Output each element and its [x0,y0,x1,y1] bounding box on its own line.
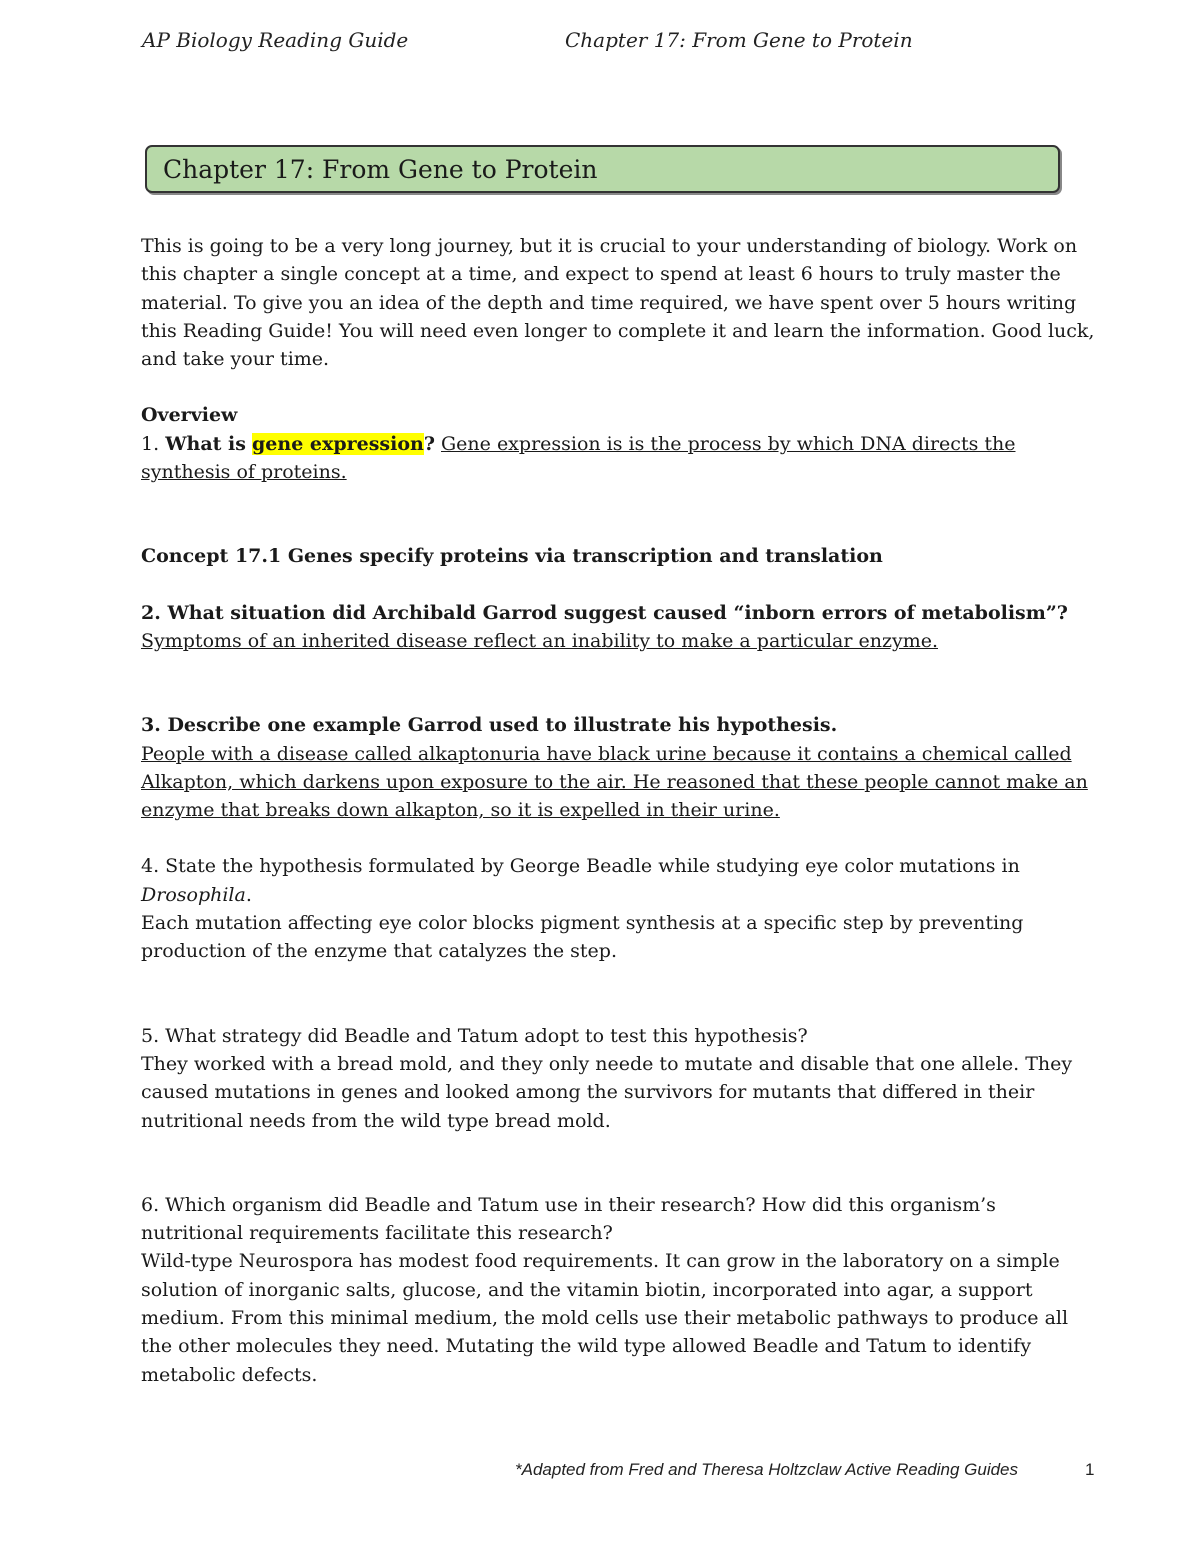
answer-6: Wild-type Neurospora has modest food requirements. It can grow in the laboratory on a simple solution of inorganic salts, glucose, and the vitamin biotin, incorporated into agar, a support medium. From this minimal medium, the mold cells use their metabolic pathways to produce all the other molecules they need. Mutating the wild type allowed Beadle and Tatum to identify metabolic defects. [141,1250,1069,1386]
q1-suffix: ? [423,432,435,455]
question-4 [141,852,1096,909]
footer-credit: *Adapted from Fred and Theresa Holtzclaw Active Reading Guides [515,1460,1019,1479]
q4-suffix: . [245,883,252,906]
question-6 [141,1191,1096,1248]
header-right: Chapter 17: From Gene to Protein [565,28,913,52]
concept-heading: Concept 17.1 Genes specify proteins via transcription and translation [141,545,883,568]
document-body [141,232,1096,1389]
q1-prefix: What is [165,432,246,455]
q1-answer: Gene expression is is the process by which DNA directs the synthesis of proteins. [141,432,1016,484]
q6-part-b: How did this organism’s nutritional requirements facilitate this research? [141,1193,996,1245]
answer-4: Each mutation affecting eye color blocks pigment synthesis at a specific step by preventing production of the enzyme that catalyzes the step. [141,912,1024,963]
q4-text: 4. State the hypothesis formulated by George Beadle while studying eye color mutations in [141,855,1020,878]
q6-part-a: 6. Which organism did Beadle and Tatum use in their research? [141,1193,756,1216]
answer-3: People with a disease called alkaptonuria have black urine because it contains a chemical called Alkapton, which darkens upon exposure to the air. He reasoned that these people cannot make an enzyme that breaks down alkapton, so it is expelled in their urine. [141,742,1088,822]
overview-heading: Overview [141,404,238,427]
banner-title: Chapter 17: From Gene to Protein [163,154,598,184]
chapter-banner [145,145,1060,193]
question-3: 3. Describe one example Garrod used to illustrate his hypothesis. [141,714,838,737]
answer-2: Symptoms of an inherited disease reflect an inability to make a particular enzyme. [141,629,938,652]
intro-paragraph: This is going to be a very long journey, but it is crucial to your understanding of biology. Work on this chapter a single concept at a time, and expect to spend at least 6 hours to truly master the material. To give you an idea of the depth and time required, we have spent over 5 hours writing this Reading Guide! You will need even longer to complete it and learn the information. Good luck, and take your time. [141,235,1095,371]
q1-number: 1. [141,432,160,455]
question-1 [141,430,1096,487]
page-number: 1 [1085,1460,1095,1479]
question-2: 2. What situation did Archibald Garrod suggest caused “inborn errors of metabolism”? [141,601,1068,624]
answer-5: They worked with a bread mold, and they only neede to mutate and disable that one allele. They caused mutations in genes and looked among the survivors for mutants that differed in their nutritional needs from the wild type bread mold. [141,1052,1073,1132]
q4-italic-term: Drosophila [141,883,246,906]
q1-highlighted-term: gene expression [252,432,424,455]
question-5: 5. What strategy did Beadle and Tatum adopt to test this hypothesis? [141,1024,808,1047]
header-left: AP Biology Reading Guide [142,28,409,52]
